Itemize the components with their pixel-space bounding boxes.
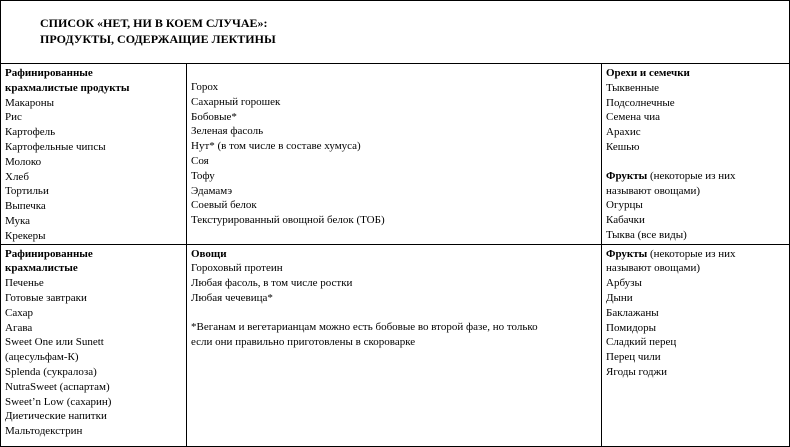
list-item: Мука bbox=[5, 214, 31, 227]
header-rest: (некоторые из них bbox=[647, 247, 736, 260]
list-item: Кешью bbox=[606, 140, 640, 153]
footnote: если они правильно приготовлены в скороварке bbox=[191, 335, 416, 348]
list-item: Картофель bbox=[5, 126, 56, 139]
list-item: Sweet One или Sunett bbox=[5, 336, 104, 349]
list-item: Выпечка bbox=[5, 200, 46, 213]
column-header bbox=[606, 247, 786, 262]
column-header: крахмалистые bbox=[5, 262, 78, 275]
title-line-1: СПИСОК «НЕТ, НИ В КОЕМ СЛУЧАЕ»: bbox=[40, 16, 268, 30]
list-item: Арбузы bbox=[606, 277, 642, 290]
column-header: Орехи и семечки bbox=[606, 67, 690, 79]
list-item: Эдамамэ bbox=[191, 184, 233, 197]
column-header-cont: называют овощами) bbox=[606, 184, 701, 197]
cell-vegetables bbox=[187, 244, 602, 446]
footnote: *Веганам и вегетарианцам можно есть бобовые во второй фазе, но только bbox=[191, 320, 538, 333]
list-item: Сахарный горошек bbox=[191, 95, 281, 108]
header-bold: Фрукты bbox=[606, 247, 648, 260]
list-item: Любая фасоль, в том числе ростки bbox=[191, 277, 353, 290]
list-item: Текстурированный овощной белок (ТОБ) bbox=[191, 214, 385, 227]
list-item: Агава bbox=[5, 321, 33, 334]
list-item: Сладкий перец bbox=[606, 336, 677, 349]
list-item: Крекеры bbox=[5, 229, 46, 242]
list-item: NutraSweet (аспартам) bbox=[5, 380, 110, 393]
header-rest: (некоторые из них bbox=[647, 169, 736, 182]
column-header: Рафинированные bbox=[5, 67, 93, 79]
column-header: Овощи bbox=[191, 247, 227, 260]
list-item: Семена чиа bbox=[606, 111, 661, 124]
cell-refined-sweets bbox=[1, 244, 187, 446]
list-item: (ацесульфам-К) bbox=[5, 351, 79, 364]
column-header: крахмалистые продукты bbox=[5, 81, 130, 94]
list-item: Зеленая фасоль bbox=[191, 125, 264, 138]
list-item: Тыквенные bbox=[606, 81, 659, 94]
list-item: Тофу bbox=[191, 169, 215, 182]
list-item: Баклажаны bbox=[606, 306, 659, 319]
list-item: Тортильи bbox=[5, 185, 49, 198]
column-header: Рафинированные bbox=[5, 247, 93, 260]
table-row bbox=[1, 244, 790, 446]
list-item: Соя bbox=[191, 154, 209, 167]
list-item: Рис bbox=[5, 111, 22, 124]
list-item: Помидоры bbox=[606, 321, 657, 334]
list-item: Молоко bbox=[5, 155, 42, 168]
list-item: Кабачки bbox=[606, 214, 645, 227]
cell-fruits bbox=[602, 244, 790, 446]
list-item: Sweet’n Low (сахарин) bbox=[5, 395, 112, 408]
column-header bbox=[606, 169, 786, 184]
page-title bbox=[40, 15, 276, 47]
header-bold: Фрукты bbox=[606, 169, 648, 182]
list-item: Мальтодекстрин bbox=[5, 425, 83, 438]
list-item: Готовые завтраки bbox=[5, 291, 87, 304]
list-item: Печенье bbox=[5, 277, 44, 290]
list-item: Splenda (сукралоза) bbox=[5, 365, 97, 378]
cell-nuts-fruits bbox=[602, 64, 790, 245]
column-header-cont: называют овощами) bbox=[606, 262, 701, 275]
list-item: Горох bbox=[191, 81, 219, 93]
list-item: Арахис bbox=[606, 126, 641, 139]
list-item: Бобовые* bbox=[191, 110, 237, 123]
list-item: Огурцы bbox=[606, 199, 643, 212]
list-item: Ягоды годжи bbox=[606, 365, 667, 378]
list-item: Перец чили bbox=[606, 351, 661, 364]
list-item: Гороховый протеин bbox=[191, 262, 283, 275]
list-item: Макароны bbox=[5, 96, 55, 109]
list-item: Диетические напитки bbox=[5, 410, 107, 423]
title-line-2: ПРОДУКТЫ, СОДЕРЖАЩИЕ ЛЕКТИНЫ bbox=[40, 32, 276, 46]
table-row bbox=[1, 64, 790, 245]
list-item: Сахар bbox=[5, 306, 33, 319]
cell-legumes bbox=[187, 64, 602, 245]
list-item: Соевый белок bbox=[191, 199, 257, 212]
list-item: Хлеб bbox=[5, 170, 29, 183]
list-item: Тыква (все виды) bbox=[606, 228, 687, 241]
list-item: Подсолнечные bbox=[606, 96, 675, 109]
list-item: Любая чечевица* bbox=[191, 291, 273, 304]
list-item: Нут* (в том числе в составе хумуса) bbox=[191, 140, 361, 153]
list-item: Дыни bbox=[606, 291, 633, 304]
lectin-table bbox=[0, 63, 790, 447]
list-item: Картофельные чипсы bbox=[5, 140, 106, 153]
cell-refined-starch bbox=[1, 64, 187, 245]
